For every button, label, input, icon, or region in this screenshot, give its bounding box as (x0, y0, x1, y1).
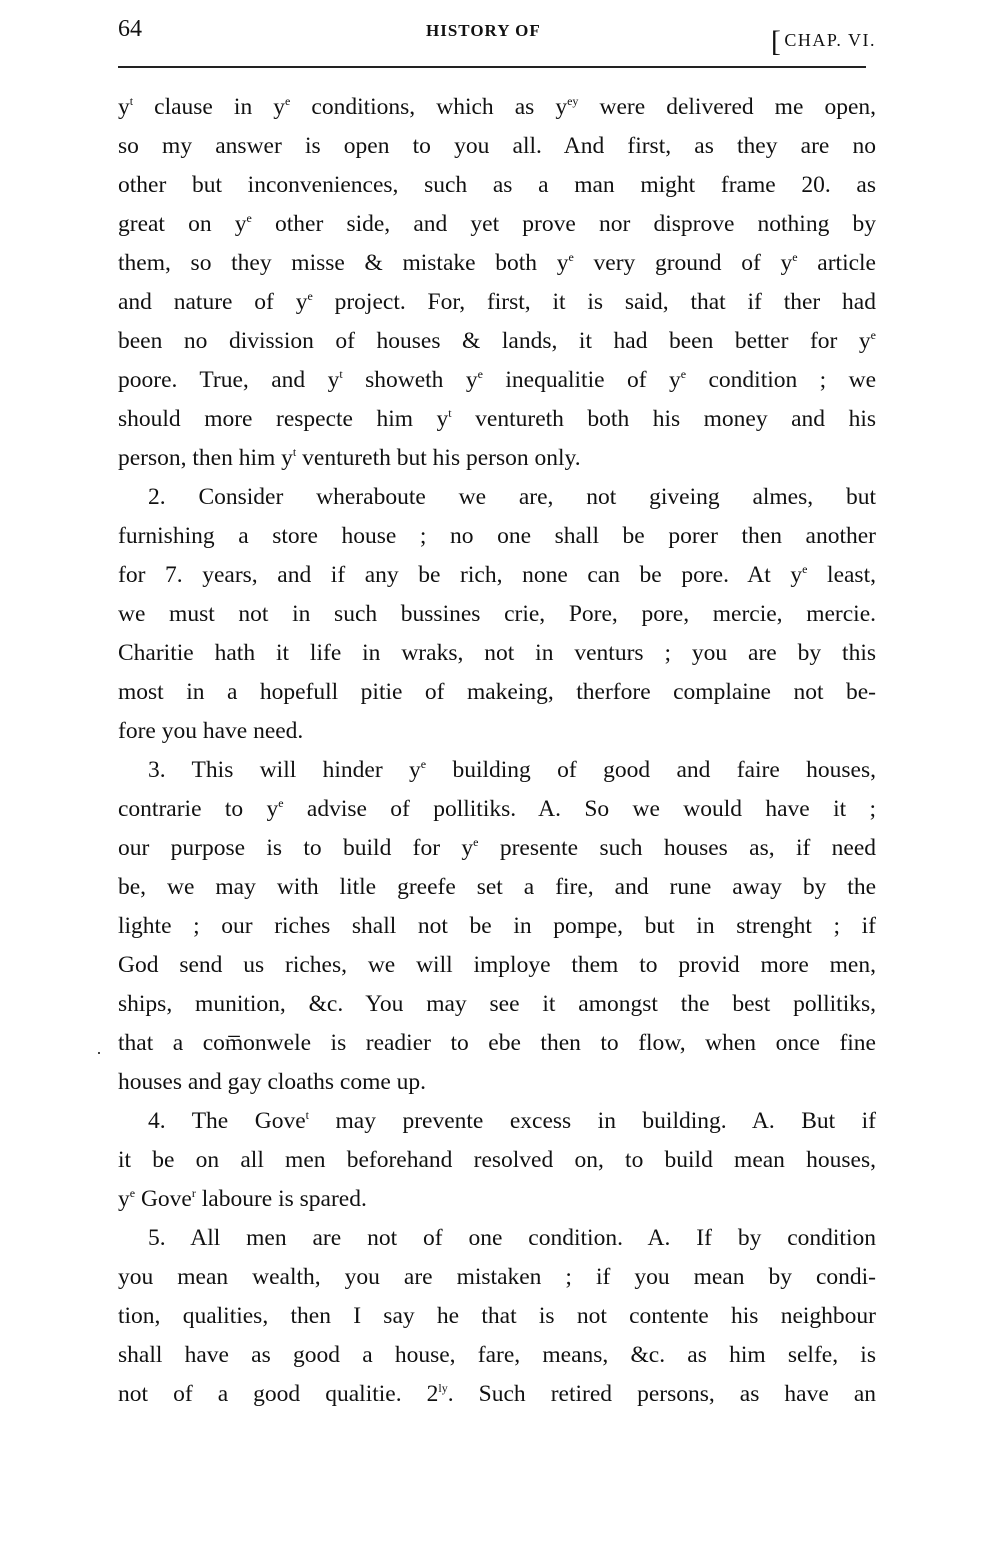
text-line (118, 322, 876, 361)
text-line (118, 361, 876, 400)
text-run: presente such houses as, if need (478, 835, 876, 861)
superscript-abbrev: t (129, 94, 134, 108)
text-run: condition ; we (686, 367, 877, 393)
text-run: God send us riches, we will imploye them to provid more men, (118, 952, 876, 978)
text-line (118, 790, 876, 829)
text-run: 4. The Gove (148, 1108, 306, 1134)
body-text (118, 88, 876, 1414)
text-run: 5. All men are not of one condition. A. If by condition (148, 1225, 876, 1251)
text-line (118, 244, 876, 283)
text-run: be, we may with litle greefe set a fire, and rune away by the (118, 874, 876, 900)
text-run: most in a hopefull pitie of makeing, therfore complaine not be- (118, 679, 876, 705)
text-run: we must not in such bussines crie, Pore, pore, mercie, mercie. (118, 601, 876, 627)
margin-mark (98, 1052, 100, 1054)
superscript-abbrev: t (305, 1108, 309, 1122)
superscript-abbrev: t (339, 367, 343, 381)
superscript-abbrev: e (129, 1186, 136, 1200)
text-run: ventureth but his person only. (296, 445, 581, 471)
text-run: building of good and faire houses, (426, 757, 877, 783)
text-line (118, 751, 876, 790)
text-line (118, 478, 876, 517)
superscript-abbrev: e (420, 757, 427, 771)
superscript-abbrev: e (802, 562, 808, 576)
text-run: very ground of y (573, 250, 793, 276)
text-line (118, 439, 876, 478)
running-header (118, 14, 876, 58)
superscript-abbrev: e (680, 367, 687, 381)
text-run: houses and gay cloaths come up. (118, 1069, 427, 1095)
superscript-abbrev: e (285, 94, 291, 108)
text-line (118, 673, 876, 712)
text-line (118, 1297, 876, 1336)
text-line (118, 127, 876, 166)
superscript-abbrev: e (246, 211, 252, 225)
text-run: showeth y (342, 367, 478, 393)
text-line (118, 907, 876, 946)
text-run: 3. This will hinder y (148, 757, 421, 783)
text-run: Gove (135, 1186, 192, 1212)
text-run: 2. Consider wheraboute we are, not giveing almes, but (148, 484, 876, 510)
chapter-label (770, 20, 876, 58)
text-run: it be on all men beforehand resolved on, to build mean houses, (118, 1147, 876, 1173)
text-line (118, 1375, 876, 1414)
text-run: poore. True, and y (118, 367, 340, 393)
text-line (118, 946, 876, 985)
text-run: inequalitie of y (482, 367, 681, 393)
superscript-abbrev: e (473, 835, 479, 849)
text-line (118, 829, 876, 868)
text-run: them, so they misse & mistake both y (118, 250, 569, 276)
text-run: not of a good qualitie. 2 (118, 1381, 439, 1407)
header-rule (118, 66, 866, 68)
superscript-abbrev: t (448, 406, 452, 420)
superscript-abbrev: e (477, 367, 483, 381)
text-line (118, 1063, 876, 1102)
text-run: conditions, which as y (290, 94, 568, 120)
text-run: other side, and yet prove nor disprove nothing by (251, 211, 876, 237)
text-run: you mean wealth, you are mistaken ; if you mean by condi- (118, 1264, 876, 1290)
text-run: least, (807, 562, 876, 588)
text-line (118, 166, 876, 205)
text-run: ventureth both his money and his (451, 406, 876, 432)
text-run: . Such retired persons, as have an (447, 1381, 877, 1407)
text-run: contrarie to y (118, 796, 279, 822)
running-title: HISTORY OF (426, 21, 541, 40)
chapter-text: CHAP. VI. (784, 30, 876, 50)
text-line (118, 1102, 876, 1141)
text-run: y (118, 1186, 130, 1212)
text-line (118, 1024, 876, 1063)
superscript-abbrev: t (292, 445, 297, 459)
text-run: lighte ; our riches shall not be in pompe, but in strenght ; if (118, 913, 876, 939)
text-run: so my answer is open to you all. And first, as they are no (118, 133, 876, 159)
chapter-bracket: [ (770, 25, 783, 58)
text-run: were delivered me open, (578, 94, 877, 120)
text-line (118, 1141, 876, 1180)
text-run: other but inconveniences, such as a man might frame 20. as (118, 172, 876, 198)
superscript-abbrev: e (278, 796, 284, 810)
text-run: ships, munition, &c. You may see it amongst the best pollitiks, (118, 991, 876, 1017)
text-line (118, 985, 876, 1024)
text-line (118, 868, 876, 907)
superscript-abbrev: e (307, 289, 313, 303)
text-run: laboure is spared. (195, 1186, 367, 1212)
text-line (118, 517, 876, 556)
text-line (118, 205, 876, 244)
text-run: may prevente excess in building. A. But if (308, 1108, 876, 1134)
text-run: great on y (118, 211, 247, 237)
text-line (118, 88, 876, 127)
text-run: should more respecte him y (118, 406, 449, 432)
text-line (118, 1336, 876, 1375)
text-run: fore you have need. (118, 718, 304, 744)
text-run: article (797, 250, 876, 276)
text-line (118, 283, 876, 322)
text-line (118, 400, 876, 439)
text-run: project. For, first, it is said, that if ther had (312, 289, 876, 315)
text-run: been no divission of houses & lands, it had been better for y (118, 328, 871, 354)
text-run: clause in y (133, 94, 286, 120)
text-run: for 7. years, and if any be rich, none can be pore. At y (118, 562, 803, 588)
text-run: advise of pollitiks. A. So we would have it ; (283, 796, 877, 822)
text-run: person, then him y (118, 445, 293, 471)
text-run: y (118, 94, 130, 120)
text-line (118, 1180, 876, 1219)
text-line (118, 634, 876, 673)
text-run: and nature of y (118, 289, 308, 315)
superscript-abbrev: e (870, 328, 876, 342)
superscript-abbrev: ly (438, 1381, 448, 1395)
text-run: furnishing a store house ; no one shall be porer then another (118, 523, 876, 549)
text-line (118, 1258, 876, 1297)
superscript-abbrev: e (568, 250, 574, 264)
text-line (118, 712, 876, 751)
text-run: shall have as good a house, fare, means, &c. as him selfe, is (118, 1342, 876, 1368)
text-line (118, 556, 876, 595)
page-number: 64 (118, 16, 142, 42)
text-run: our purpose is to build for y (118, 835, 474, 861)
text-run: that a com̅onwele is readier to ebe then to flow, when once fine (118, 1030, 876, 1056)
text-line (118, 595, 876, 634)
superscript-abbrev: ey (567, 94, 579, 108)
text-run: tion, qualities, then I say he that is not contente his neighbour (118, 1303, 876, 1329)
superscript-abbrev: e (792, 250, 798, 264)
superscript-abbrev: r (191, 1186, 196, 1200)
text-line (118, 1219, 876, 1258)
text-run: Charitie hath it life in wraks, not in venturs ; you are by this (118, 640, 876, 666)
